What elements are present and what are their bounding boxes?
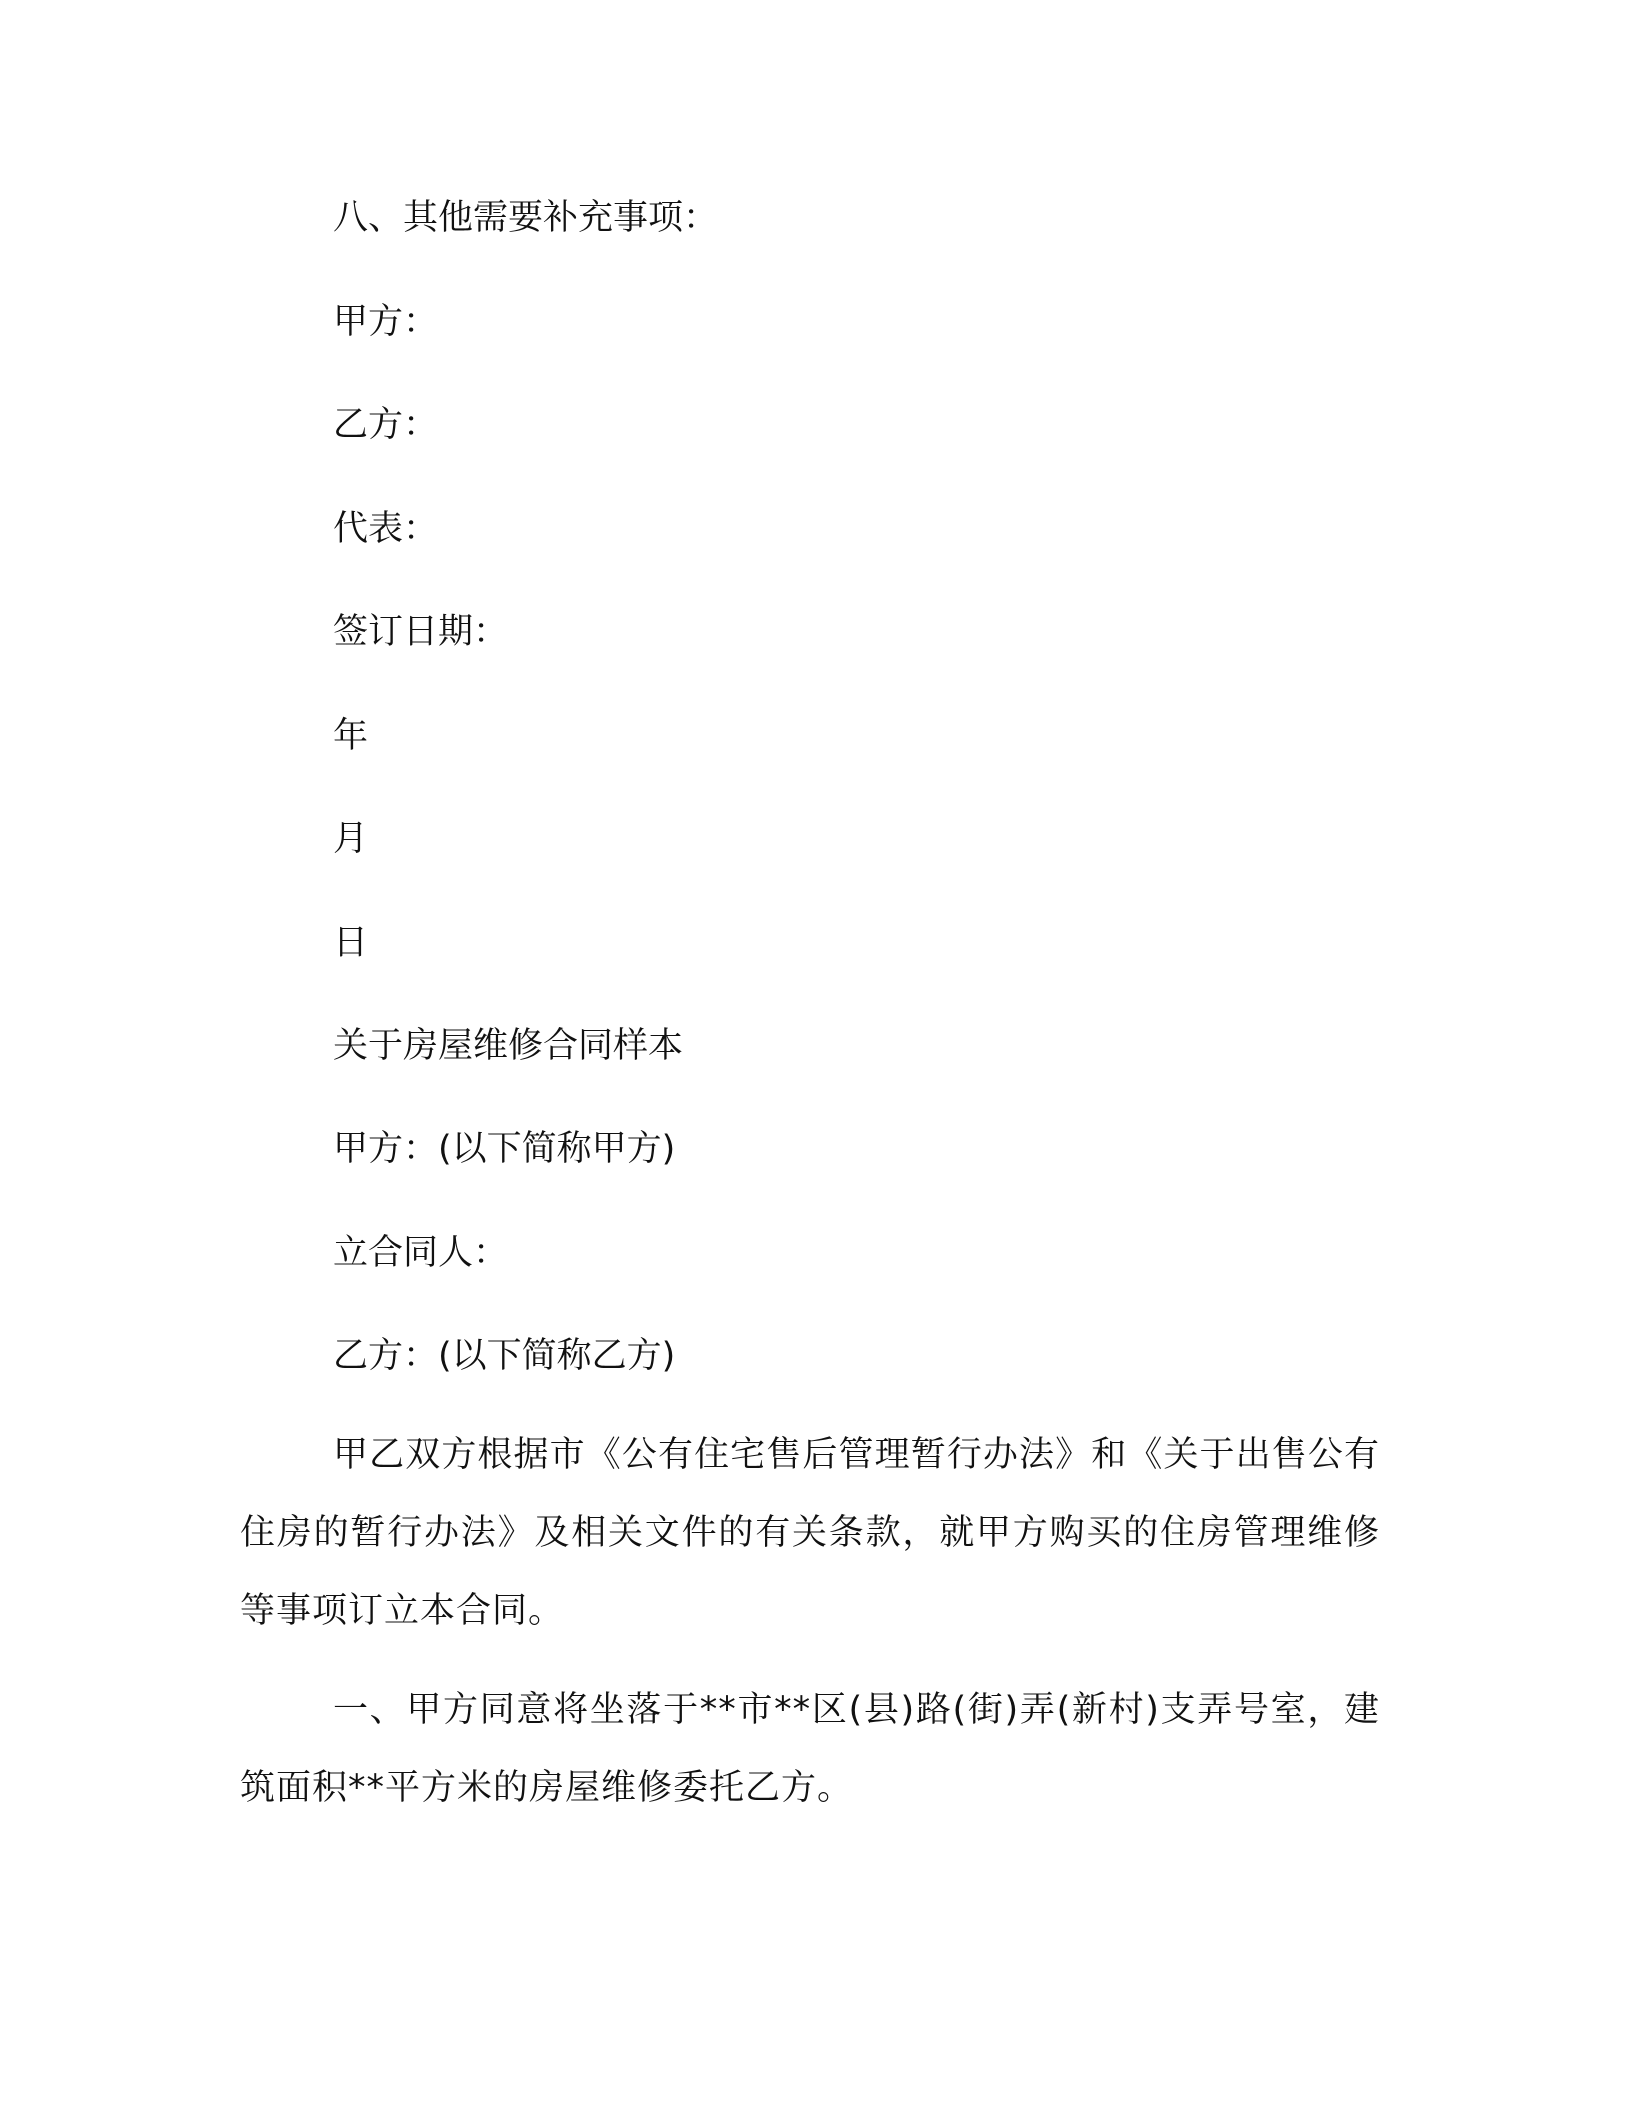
party-a-label: 甲方： — [333, 302, 439, 342]
contract-signatory-label: 立合同人： — [333, 1233, 509, 1273]
party-a-abbrev: 甲方：(以下简称甲方) — [333, 1129, 676, 1169]
signing-date-label: 签订日期： — [333, 612, 509, 652]
section-eight-heading: 八、其他需要补充事项： — [333, 198, 719, 238]
preamble-paragraph: 甲乙双方根据市《公有住宅售后管理暂行办法》和《关于出售公有住房的暂行办法》及相关文件的有关条款，就甲方购买的住房管理维修等事项订立本合同。 — [240, 1435, 1380, 1631]
month-label: 月 — [333, 819, 369, 859]
representative-label: 代表： — [333, 509, 439, 549]
contract-title: 关于房屋维修合同样本 — [333, 1026, 684, 1066]
day-label: 日 — [333, 923, 369, 963]
party-b-abbrev: 乙方：(以下简称乙方) — [333, 1336, 676, 1376]
clause-one-paragraph: 一、甲方同意将坐落于**市**区(县)路(街)弄(新村)支弄号室，建筑面积**平方米的房屋维修委托乙方。 — [240, 1690, 1380, 1808]
party-b-label: 乙方： — [333, 405, 439, 445]
year-label: 年 — [333, 716, 369, 756]
